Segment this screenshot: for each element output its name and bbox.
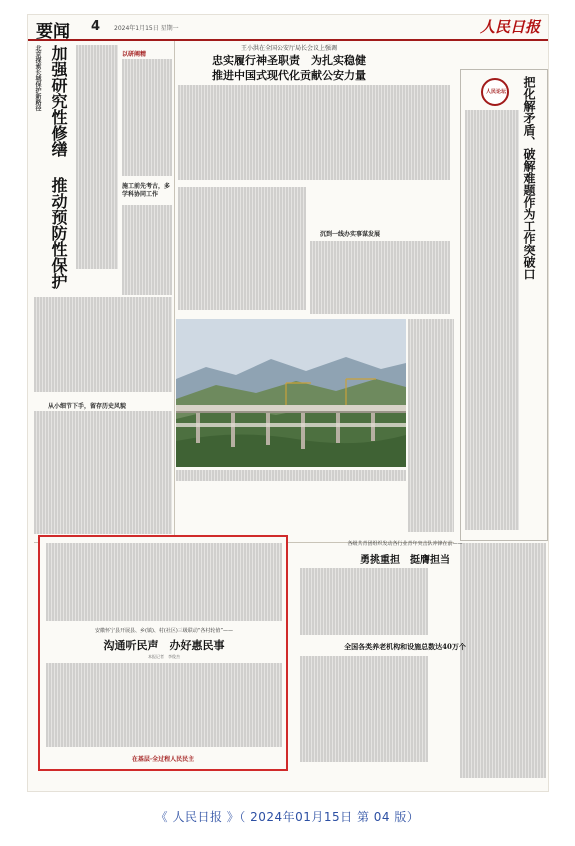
center-story-title-2: 推进中国式现代化贡献公安力量	[212, 69, 366, 82]
column-rule	[174, 41, 175, 541]
photo-caption	[176, 470, 406, 481]
center-story-title-1: 忠实履行神圣职责 为扎实稳健	[212, 54, 366, 67]
youth-story-title: 勇挑重担 挺膺担当	[360, 555, 450, 566]
left-story-body-d	[34, 297, 172, 397]
left-story-kicker: 北京探索长城保护新路径	[34, 45, 41, 111]
section-name: 要闻	[36, 22, 70, 42]
left-story-body-e	[34, 411, 172, 539]
youth-story-kicker: 各级共青团组织发动各行业青年突击队冲锋在前——	[347, 541, 463, 547]
left-story-body-b	[122, 59, 172, 179]
commentary-column	[460, 69, 548, 541]
newspaper-logo: 人民日报	[479, 18, 540, 36]
highlight-body-top	[46, 543, 282, 625]
commentary-body	[465, 110, 519, 535]
highlight-body-bottom	[46, 663, 282, 751]
center-story-headline	[176, 43, 402, 82]
elderly-care-story-title: 全国各类养老机构和设施总数达40万个	[344, 642, 466, 651]
page-number: 4	[91, 19, 101, 34]
highlight-title: 沟通听民声 办好惠民事	[103, 639, 225, 652]
left-subhead-3: 从小细节下手，留存历史风貌	[48, 403, 127, 410]
highlight-kicker: 安徽怀宁县开展县、乡(镇)、村(社区)三级联动“各村轮值”——	[95, 628, 233, 634]
commentary-emblem: 人民论坛	[481, 78, 509, 106]
highlight-footer-tag: 在基层·全过程人民民主	[131, 756, 195, 763]
center-story-body-top	[178, 85, 450, 185]
masthead	[28, 15, 548, 41]
left-story-body-c	[122, 205, 172, 295]
left-story-title-2: 推动预防性保护	[49, 177, 68, 289]
elderly-care-story-body	[300, 656, 428, 768]
center-subhead: 沉到一线办实事谋发展	[320, 231, 381, 238]
youth-story-body	[300, 568, 428, 636]
commentary-title: 把化解矛盾、破解难题作为工作突破口	[522, 76, 536, 280]
highlight-byline: 本报记者 李俊杰	[148, 654, 180, 659]
center-story-body-sidecol	[408, 319, 454, 539]
center-story-body-right	[310, 241, 450, 315]
left-subhead-2: 施工前先考古，多学科协同工作	[122, 183, 171, 198]
page-source-footer: 《 人民日报 》（ 2024年01月15日 第 04 版）	[155, 810, 420, 824]
left-subhead-1: 以研阐精	[122, 51, 147, 58]
center-story-kicker: 王小洪在全国公安厅局长会议上强调	[240, 45, 337, 52]
commentary-body-cont	[460, 543, 546, 783]
issue-date: 2024年1月15日 星期一	[114, 25, 179, 32]
left-story-title-1: 加强研究性修缮	[49, 45, 68, 157]
left-story-body-a	[76, 45, 118, 285]
viaduct-landscape-photo	[176, 319, 406, 467]
highlighted-article[interactable]	[38, 535, 288, 771]
center-story-body-left	[178, 187, 306, 315]
